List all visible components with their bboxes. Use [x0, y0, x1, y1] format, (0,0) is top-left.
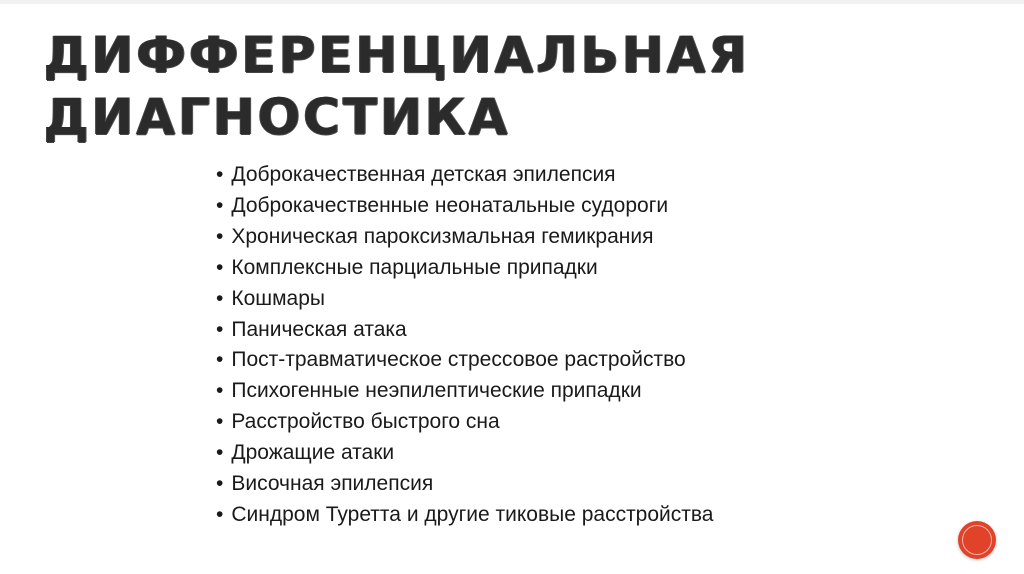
list-item: • Паническая атака [216, 315, 714, 346]
next-slide-button[interactable] [958, 521, 996, 559]
list-item: • Доброкачественная детская эпилепсия [216, 160, 714, 191]
list-item: • Хроническая пароксизмальная гемикрания [216, 222, 714, 253]
list-item: • Пост-травматическое стрессовое растройство [216, 345, 714, 376]
circle-icon [962, 525, 992, 555]
list-item: • Кошмары [216, 284, 714, 315]
title-line: ДИАГНОСТИКА [44, 88, 511, 146]
list-item: • Комплексные парциальные припадки [216, 253, 714, 284]
list-item: • Дрожащие атаки [216, 438, 714, 469]
slide-title [44, 24, 944, 148]
list-item: • Расстройство быстрого сна [216, 407, 714, 438]
list-item: • Синдром Туретта и другие тиковые расстройства [216, 500, 714, 531]
title-line: ДИФФЕРЕНЦИАЛЬНАЯ [44, 26, 750, 84]
list-item: • Психогенные неэпилептические припадки [216, 376, 714, 407]
list-item: • Височная эпилепсия [216, 469, 714, 500]
top-bar [0, 0, 1024, 4]
diagnosis-list [216, 160, 714, 531]
list-item: • Доброкачественные неонатальные судороги [216, 191, 714, 222]
